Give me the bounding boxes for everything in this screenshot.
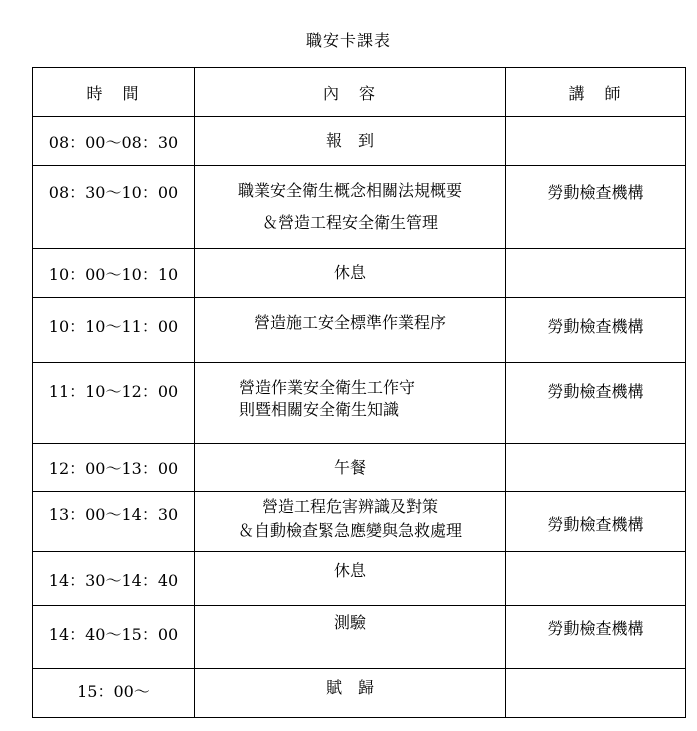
content-cell xyxy=(195,249,506,298)
table-row xyxy=(33,552,686,606)
time-cell: 10：00～10：10 xyxy=(33,249,195,298)
lecturer-cell xyxy=(506,117,686,166)
table-row xyxy=(33,606,686,669)
content-line: 營造工程危害辨識及對策 xyxy=(261,497,438,516)
content-line: ＆自動檢查緊急應變與急救處理 xyxy=(237,521,462,540)
table-row xyxy=(33,117,686,166)
content-line: 營造作業安全衛生工作守 xyxy=(239,378,416,397)
content-cell xyxy=(195,363,506,444)
schedule-table xyxy=(32,67,686,718)
header-lecturer: 講 師 xyxy=(506,68,686,117)
lecturer-cell xyxy=(506,669,686,718)
lecturer-cell xyxy=(506,444,686,492)
time-cell: 10：10～11：00 xyxy=(33,298,195,363)
content-cell xyxy=(195,606,506,669)
content-cell xyxy=(195,117,506,166)
lecturer-cell xyxy=(506,249,686,298)
time-cell: 08：30～10：00 xyxy=(33,166,195,249)
table-row xyxy=(33,363,686,444)
lecturer-cell xyxy=(506,552,686,606)
content-cell xyxy=(195,444,506,492)
lecturer-cell: 勞動檢查機構 xyxy=(506,166,686,249)
table-row xyxy=(33,669,686,718)
time-cell: 15：00～ xyxy=(33,669,195,718)
table-row xyxy=(33,492,686,552)
content-line: 休息 xyxy=(333,561,366,580)
lecturer-cell: 勞動檢查機構 xyxy=(506,298,686,363)
content-cell xyxy=(195,166,506,249)
time-cell: 12：00～13：00 xyxy=(33,444,195,492)
page-title: 職安卡課表 xyxy=(305,31,391,50)
header-time: 時 間 xyxy=(33,68,195,117)
content-cell xyxy=(195,492,506,552)
content-line: 則暨相關安全衛生知識 xyxy=(239,400,400,419)
lecturer-cell: 勞動檢查機構 xyxy=(506,363,686,444)
lecturer-cell: 勞動檢查機構 xyxy=(506,492,686,552)
time-cell: 08：00～08：30 xyxy=(33,117,195,166)
content-cell xyxy=(195,298,506,363)
content-line: 報 到 xyxy=(325,131,374,150)
content-cell xyxy=(195,552,506,606)
time-cell: 14：30～14：40 xyxy=(33,552,195,606)
table-row xyxy=(33,249,686,298)
content-line: ＆營造工程安全衛生管理 xyxy=(261,213,438,232)
content-line: 測驗 xyxy=(333,613,366,632)
time-cell: 14：40～15：00 xyxy=(33,606,195,669)
lecturer-cell: 勞動檢查機構 xyxy=(506,606,686,669)
content-line: 營造施工安全標準作業程序 xyxy=(253,313,446,332)
table-row xyxy=(33,298,686,363)
header-content: 內 容 xyxy=(195,68,506,117)
time-cell: 13：00～14：30 xyxy=(33,492,195,552)
table-row xyxy=(33,444,686,492)
time-cell: 11：10～12：00 xyxy=(33,363,195,444)
header-row xyxy=(33,68,686,117)
table-row xyxy=(33,166,686,249)
content-cell xyxy=(195,669,506,718)
content-line: 午餐 xyxy=(333,457,366,477)
content-line: 休息 xyxy=(333,263,366,282)
content-line: 職業安全衛生概念相關法規概要 xyxy=(237,181,462,200)
content-line: 賦 歸 xyxy=(325,678,374,697)
